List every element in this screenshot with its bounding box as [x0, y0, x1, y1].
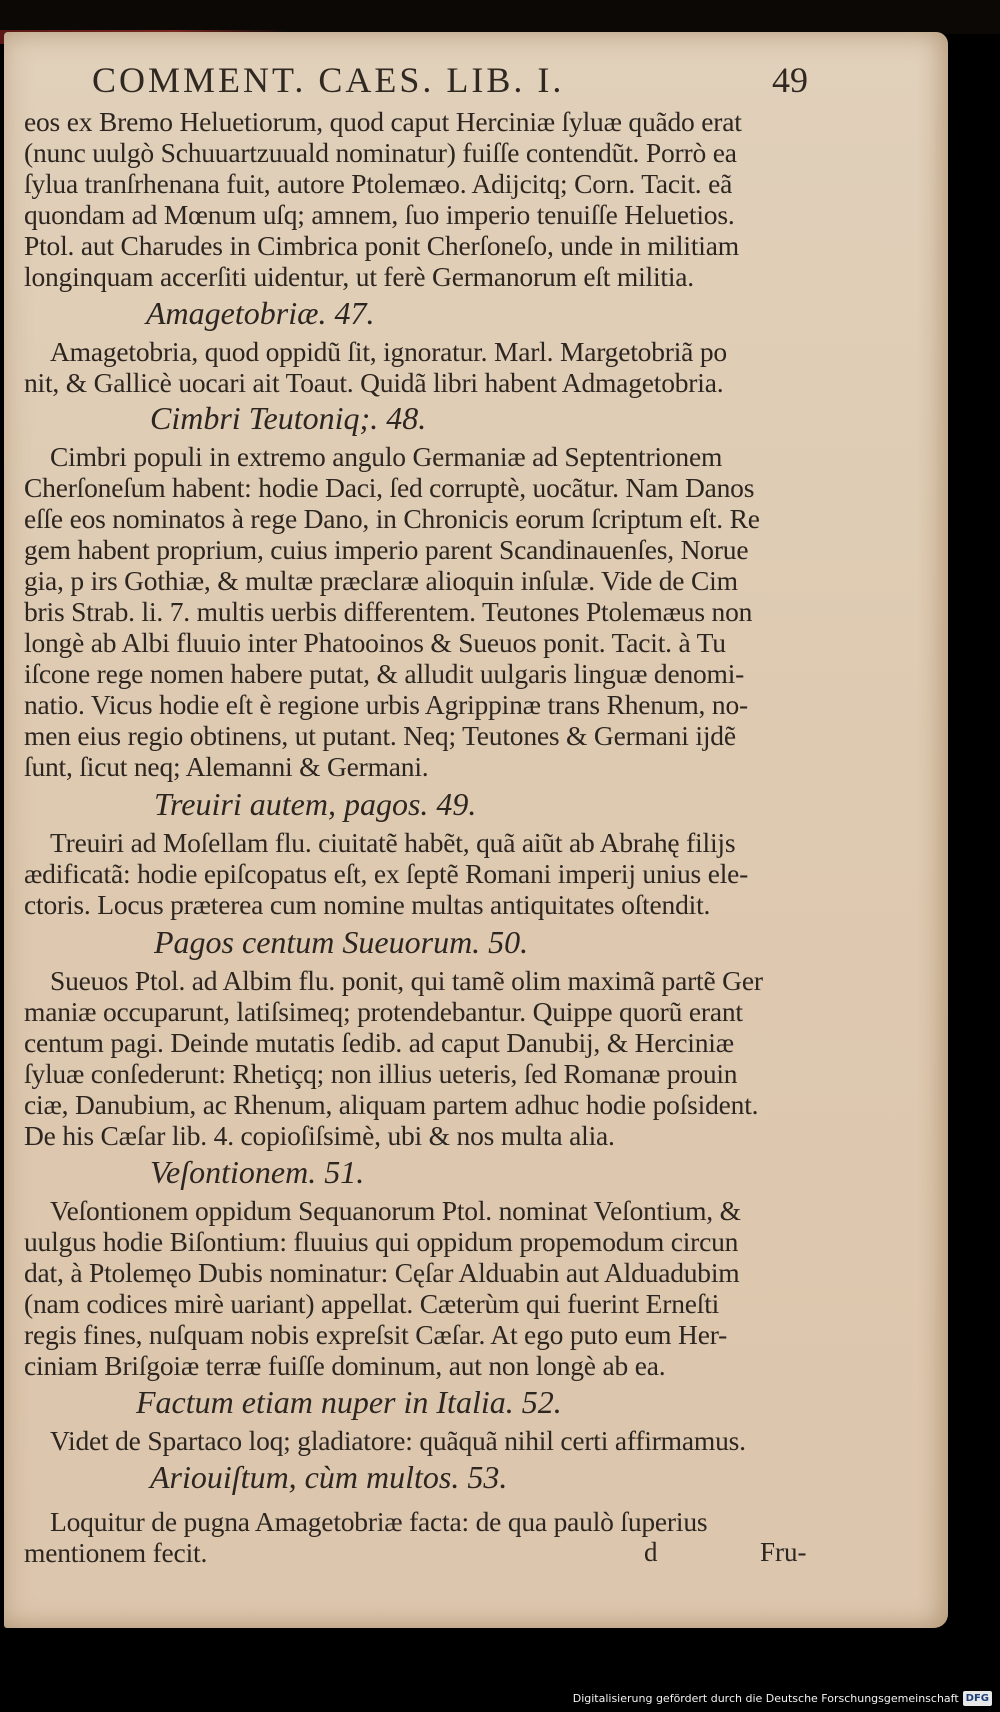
section-heading: Veſontionem. 51.	[150, 1154, 365, 1190]
text-line: Videt de Spartaco loq; gladiatore: quãquã nihil certi affirmamus.	[50, 1425, 746, 1456]
text-line: ædificatã: hodie epiſcopatus eſt, ex ſeptẽ Romani imperij unius ele-	[24, 858, 749, 889]
section-heading: Cimbri Teutoniq;. 48.	[150, 400, 427, 436]
text-line: Treuiri ad Moſellam flu. ciuitatẽ habẽt, quã aiũt ab Abrahę filijs	[50, 827, 736, 858]
text-line: dat, à Ptolemęo Dubis nominatur: Cęſar Alduabin aut Alduadubim	[24, 1257, 740, 1288]
text-line: gia, p irs Gothiæ, & multæ præclaræ alioquin inſulæ. Vide de Cim	[24, 565, 738, 596]
text-line: (nam codices mirè uariant) appellat. Cæterùm qui fuerint Erneſti	[24, 1288, 720, 1319]
text-line: maniæ occuparunt, latiſsimeq; protendebantur. Quippe quorũ erant	[24, 996, 743, 1027]
text-line: Sueuos Ptol. ad Albim flu. ponit, qui tamẽ olim maximã partẽ Ger	[50, 965, 763, 996]
text-line: bris Strab. li. 7. multis uerbis differentem. Teutones Ptolemæus non	[24, 596, 753, 627]
text-line: regis fines, nuſquam nobis expreſsit Cæſar. At ego puto eum Her-	[24, 1319, 728, 1350]
book-page	[4, 32, 948, 1628]
text-line: Veſontionem oppidum Sequanorum Ptol. nominat Veſontium, &	[50, 1195, 741, 1226]
section-heading: Factum etiam nuper in Italia. 52.	[136, 1384, 562, 1420]
text-line: ſylua tranſrhenana fuit, autore Ptolemæo. Adijcitq; Corn. Tacit. eã	[24, 168, 733, 199]
text-line: Amagetobria, quod oppidũ ſit, ignoratur. Marl. Margetobriã po	[50, 336, 727, 367]
text-line: gem habent proprium, cuius imperio parent Scandinauenſes, Norue	[24, 534, 749, 565]
text-line: Ptol. aut Charudes in Cimbrica ponit Cherſoneſo, unde in militiam	[24, 230, 739, 261]
credit-text: Digitalisierung gefördert durch die Deutsche Forschungsgemeinschaft	[572, 1691, 959, 1705]
section-heading: Amagetobriæ. 47.	[146, 295, 375, 331]
section-heading: Pagos centum Sueuorum. 50.	[154, 924, 529, 960]
digitization-credit	[573, 1688, 992, 1708]
running-head: COMMENT. CAES. LIB. I.	[92, 60, 565, 100]
text-line: eos ex Bremo Heluetiorum, quod caput Herciniæ ſyluæ quãdo erat	[24, 106, 742, 137]
text-line: ciæ, Danubium, ac Rhenum, aliquam partem adhuc hodie poſsident.	[24, 1089, 759, 1120]
page-number: 49	[772, 60, 808, 100]
text-line: ctoris. Locus præterea cum nomine multas antiquitates oſtendit.	[24, 889, 711, 920]
text-line: Cherſoneſum habent: hodie Daci, ſed corruptè, uocãtur. Nam Danos	[24, 472, 755, 503]
text-line: natio. Vicus hodie eſt è regione urbis Agrippinæ trans Rhenum, no-	[24, 689, 748, 720]
text-line: ſunt, ſicut neq; Alemanni & Germani.	[24, 751, 429, 782]
text-line: iſcone rege nomen habere putat, & alludit uulgaris linguæ denomi-	[24, 658, 745, 689]
text-line: (nunc uulgò Schuuartzuuald nominatur) fuiſſe contendũt. Porrò ea	[24, 137, 737, 168]
text-line: De his Cæſar lib. 4. copioſiſsimè, ubi & nos multa alia.	[24, 1120, 615, 1151]
text-line: nit, & Gallicè uocari ait Toaut. Quidã libri habent Admagetobria.	[24, 367, 724, 398]
dfg-logo: DFG	[963, 1691, 992, 1706]
text-line: mentionem fecit.	[24, 1537, 208, 1568]
section-heading: Treuiri autem, pagos. 49.	[154, 786, 477, 822]
text-line: ſyluæ conſederunt: Rhetiçq; non illius ueteris, ſed Romanæ prouin	[24, 1058, 738, 1089]
text-line: ciniam Briſgoiæ terræ fuiſſe dominum, aut non longè ab ea.	[24, 1350, 666, 1381]
text-line: longè ab Albi fluuio inter Phatooinos & Sueuos ponit. Tacit. à Tu	[24, 627, 726, 658]
text-line: eſſe eos nominatos à rege Dano, in Chronicis eorum ſcriptum eſt. Re	[24, 503, 760, 534]
scan-top-edge	[0, 0, 1000, 34]
text-line: longinquam accerſiti uidentur, ut ferè Germanorum eſt militia.	[24, 261, 694, 292]
text-line: uulgus hodie Biſontium: fluuius qui oppidum propemodum circun	[24, 1226, 739, 1257]
text-line: Loquitur de pugna Amagetobriæ facta: de qua paulò ſuperius	[50, 1506, 708, 1537]
text-line: centum pagi. Deinde mutatis ſedib. ad caput Danubij, & Herciniæ	[24, 1027, 734, 1058]
section-heading: Ariouiſtum, cùm multos. 53.	[150, 1459, 508, 1495]
text-line: Cimbri populi in extremo angulo Germaniæ ad Septentrionem	[50, 441, 723, 472]
catchword: Fru-	[760, 1537, 807, 1567]
text-line: quondam ad Mœnum uſq; amnem, ſuo imperio tenuiſſe Heluetios.	[24, 199, 735, 230]
text-line: men eius regio obtinens, ut putant. Neq; Teutones & Germani ijdẽ	[24, 720, 736, 751]
signature-mark: d	[644, 1537, 658, 1567]
